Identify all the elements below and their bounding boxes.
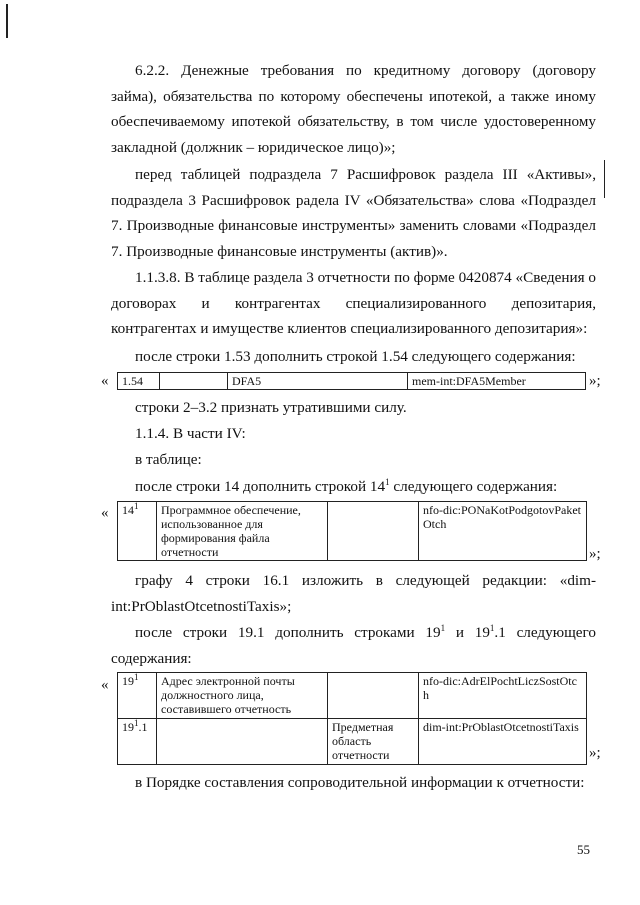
cell-label: DFA5 (228, 373, 408, 390)
cell-row-number: $19^1$ (118, 673, 157, 719)
close-quote: »; (589, 546, 601, 562)
open-quote: « (101, 677, 109, 693)
table-row (118, 502, 587, 561)
cell-label: Программное обеспечение, использованное для формирования файла отчетности (157, 502, 328, 561)
cell-label: Адрес электронной почты должностного лица, составившего отчетность (157, 673, 328, 719)
cell-empty (157, 719, 328, 765)
table-row (118, 373, 586, 390)
table-row (118, 673, 587, 719)
close-quote: »; (589, 745, 601, 761)
paragraph-rows-2-3-2: строки 2–3.2 признать утратившими силу. (135, 399, 407, 416)
table-row-1-54 (117, 372, 586, 390)
scan-edge-mark (6, 4, 8, 38)
table-rows-19-1 (117, 672, 587, 765)
paragraph-in-table: в таблице: (135, 451, 202, 468)
paragraph-after-row-14: после строки 14 дополнить строкой $14^1$ следующего содержания: (135, 476, 558, 495)
paragraph-6-2-2: 6.2.2. Денежные требования по кредитному договору (договору займа), обязательства по которому обеспечены ипотекой, а также иному обеспечиваемому ипотекой обязательству, в том числе удостоверенному закладной (должник – юридическое лицо)»; (111, 62, 596, 156)
paragraph-subsection-rename: перед таблицей подраздела 7 Расшифровок раздела III «Активы», подраздела 3 Расшифровок радела IV «Обязательства» слова «Подраздел 7. Производные финансовые инструменты» заменить словами «Подраздел 7. Производные финансовые инструменты (актив)». (111, 166, 596, 260)
page-number: 55 (577, 842, 590, 857)
cell-empty (328, 502, 419, 561)
cell-code: dim-int:PrOblastOtcetnostiTaxis (419, 719, 587, 765)
table-row-14-1 (117, 501, 587, 561)
cell-empty (328, 673, 419, 719)
scan-edge-mark (604, 160, 605, 198)
cell-empty (160, 373, 228, 390)
paragraph-1-1-4: 1.1.4. В части IV: (135, 425, 246, 442)
open-quote: « (101, 505, 109, 521)
open-quote: « (101, 373, 109, 389)
cell-code: nfo-dic:PONaKotPodgotovPaketOtch (419, 502, 587, 561)
paragraph-after-row-1-53: после строки 1.53 дополнить строкой 1.54 следующего содержания: (135, 348, 576, 365)
cell-row-number: $14^1$ (118, 502, 157, 561)
paragraph-accompanying-info: в Порядке составления сопроводительной информации к отчетности: (135, 774, 585, 791)
cell-code: nfo-dic:AdrElPochtLiczSostOtch (419, 673, 587, 719)
cell-label: Предметная область отчетности (328, 719, 419, 765)
cell-row-number: 1.54 (118, 373, 160, 390)
cell-row-number: $19^1.1$ (118, 719, 157, 765)
cell-code: mem-int:DFA5Member (408, 373, 586, 390)
table-row (118, 719, 587, 765)
paragraph-after-row-19-1: после строки 19.1 дополнить строками $19^1$ и $19^1.1$ следующего содержания: (111, 622, 596, 667)
close-quote: »; (589, 373, 601, 389)
paragraph-column-4-row-16-1: графу 4 строки 16.1 изложить в следующей редакции: «dim-int:PrOblastOtcetnostiTaxis»; (111, 572, 596, 615)
paragraph-1-1-3-8: 1.1.3.8. В таблице раздела 3 отчетности по форме 0420874 «Сведения о договорах и контрагентах специализированного депозитария, контрагентах и имуществе клиентов специализированного депозитария»: (111, 269, 596, 337)
